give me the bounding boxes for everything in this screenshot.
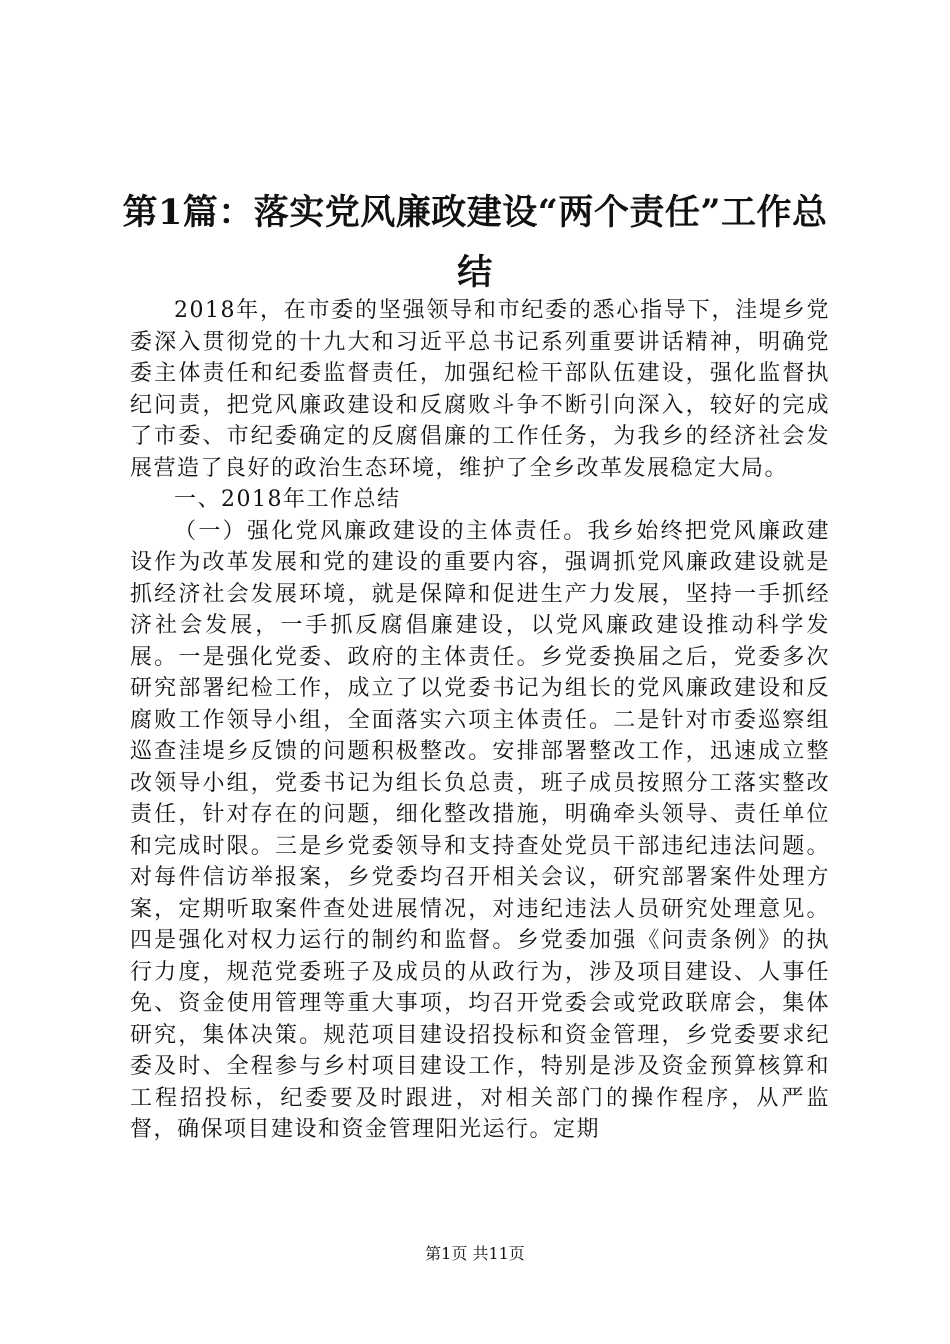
- document-title: 第1篇：落实党风廉政建设“两个责任”工作总结: [122, 192, 828, 293]
- page-footer: 第1页 共11页: [425, 1244, 525, 1263]
- intro-paragraph: 2018年，在市委的坚强领导和市纪委的悉心指导下，洼堤乡党委深入贯彻党的十九大和习近平总书记系列重要讲话精神，明确党委主体责任和纪委监督责任，加强纪检干部队伍建设，强化监督执纪问责，把党风廉政建设和反腐败斗争不断引向深入，较好的完成了市委、市纪委确定的反腐倡廉的工作任务，为我乡的经济社会发展营造了良好的政治生态环境，维护了全乡改革发展稳定大局。: [130, 298, 830, 481]
- section-heading: 一、2018年工作总结: [174, 487, 401, 512]
- section-paragraph: （一）强化党风廉政建设的主体责任。我乡始终把党风廉政建设作为改革发展和党的建设的重要内容，强调抓党风廉政建设就是抓经济社会发展环境，就是保障和促进生产力发展，坚持一手抓经济社会发展，一手抓反腐倡廉建设，以党风廉政建设推动科学发展。一是强化党委、政府的主体责任。乡党委换届之后，党委多次研究部署纪检工作，成立了以党委书记为组长的党风廉政建设和反腐败工作领导小组，全面落实六项主体责任。二是针对市委巡察组巡查洼堤乡反馈的问题积极整改。安排部署整改工作，迅速成立整改领导小组，党委书记为组长负总责，班子成员按照分工落实整改责任，针对存在的问题，细化整改措施，明确牵头领导、责任单位和完成时限。三是乡党委领导和支持查处党员干部违纪违法问题。对每件信访举报案，乡党委均召开相关会议，研究部署案件处理方案，定期听取案件查处进展情况，对违纪违法人员研究处理意见。四是强化对权力运行的制约和监督。乡党委加强《问责条例》的执行力度，规范党委班子及成员的从政行为，涉及项目建设、人事任免、资金使用管理等重大事项，均召开党委会或党政联席会，集体研究，集体决策。规范项目建设招投标和资金管理，乡党委要求纪委及时、全程参与乡村项目建设工作，特别是涉及资金预算核算和工程招投标，纪委要及时跟进，对相关部门的操作程序，从严监督，确保项目建设和资金管理阳光运行。定期: [130, 518, 830, 1142]
- document-body: [130, 295, 830, 1146]
